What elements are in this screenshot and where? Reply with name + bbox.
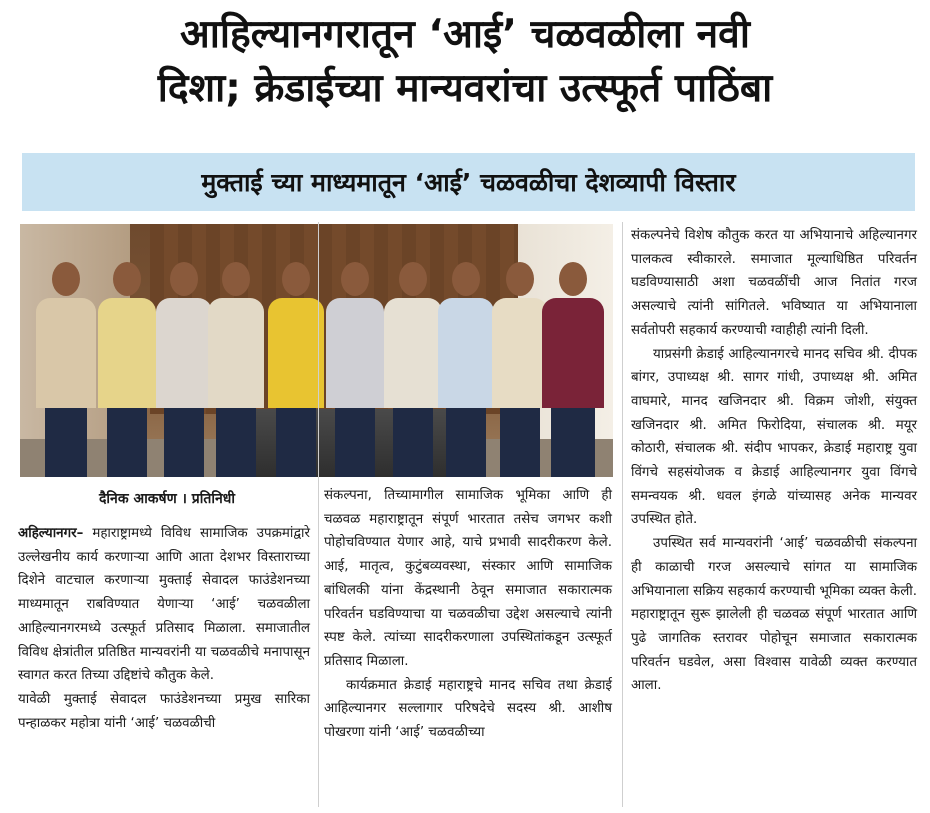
photo-person bbox=[208, 262, 264, 477]
col1-paragraph-2: यावेळी मुक्ताई सेवादल फाउंडेशनच्या प्रमुख सारिका पन्हाळकर महोत्रा यांनी ‘आई’ चळवळीची bbox=[18, 691, 310, 731]
headline bbox=[10, 8, 920, 116]
headline-line-1: आहिल्यानगरातून ‘आई’ चळवळीला नवी bbox=[180, 12, 750, 57]
photo-person bbox=[492, 262, 548, 477]
photo-person bbox=[326, 262, 384, 477]
col3-paragraph-1: संकल्पनेचे विशेष कौतुक करत या अभियानाचे अहिल्यानगर पालकत्व स्वीकारले. समाजात मूल्याधिष्ठित परिवर्तन घडविण्यासाठी अशा चळवळींची आज नितांत गरज असल्याचे त्यांनी सांगितले. भविष्यात या अभियानाला सर्वतोपरी सहकार्य करण्याची ग्वाहीही त्यांनी दिली. bbox=[631, 228, 917, 338]
article-column-1 bbox=[18, 522, 310, 735]
article-column-2 bbox=[324, 484, 612, 745]
headline-line-2: दिशा; क्रेडाईच्या मान्यवरांचा उत्स्फूर्त पाठिंबा bbox=[157, 66, 773, 111]
col1-paragraph-1: महाराष्ट्रामध्ये विविध सामाजिक उपक्रमांद्वारे उल्लेखनीय कार्य करणाऱ्या आणि आता देशभर विस्ताराच्या दिशेने वाटचाल करणाऱ्या मुक्ताई सेवादल फाउंडेशनच्या माध्यमातून राबविण्यात येणाऱ्या ‘आई’ चळवळीला आहिल्यानगरमध्ये उत्स्फूर्त प्रतिसाद मिळाला. समाजातील विविध क्षेत्रांतील प्रतिष्ठित मान्यवरांनी या चळवळीचे मनापासून स्वागत करत तिच्या उद्दिष्टांचे कौतुक केले. bbox=[18, 526, 310, 684]
byline: दैनिक आकर्षण । प्रतिनिधी bbox=[99, 491, 235, 507]
photo-person bbox=[98, 262, 156, 477]
col2-paragraph-1: संकल्पना, तिच्यामागील सामाजिक भूमिका आणि ही चळवळ महाराष्ट्रातून संपूर्ण भारतात तसेच जगभर कशी पोहोचविण्यात येणार आहे, याचे प्रभावी सादरीकरण केले. आई, मातृत्व, कुटुंबव्यवस्था, संस्कार आणि सामाजिक बांधिलकी यांना केंद्रस्थानी ठेवून समाजात सकारात्मक परिवर्तन घडविण्याचा या चळवळीचा उद्देश असल्याचे त्यांनी स्पष्ट केले. त्यांच्या सादरीकरणाला उपस्थितांकडून उत्स्फूर्त प्रतिसाद मिळाला. bbox=[324, 488, 612, 669]
column-divider bbox=[318, 222, 319, 807]
article-column-3 bbox=[631, 224, 917, 698]
col2-paragraph-2: कार्यक्रमात क्रेडाई महाराष्ट्रचे मानद सचिव तथा क्रेडाई आहिल्यानगर सल्लागार परिषदेचे सदस्य श्री. आशीष पोखरणा यांनी ‘आई’ चळवळीच्या bbox=[324, 677, 612, 741]
photo-person bbox=[156, 262, 212, 477]
photo-person bbox=[268, 262, 324, 477]
col3-paragraph-2: याप्रसंगी क्रेडाई आहिल्यानगरचे मानद सचिव श्री. दीपक बांगर, उपाध्यक्ष श्री. सागर गांधी, उपाध्यक्ष श्री. अमित वाघमारे, मानद खजिनदार श्री. विक्रम जोशी, संयुक्त खजिनदार श्री. अमित फिरोदिया, संचालक श्री. मयूर कोठारी, संचालक श्री. संदीप भापकर, क्रेडाई महाराष्ट्र युवा विंगचे सहसंयोजक व क्रेडाई आहिल्यानगर युवा विंगचे समन्वयक श्री. धवल इंगळे यांच्यासह अनेक मान्यवर उपस्थित होते. bbox=[631, 346, 917, 528]
photo-person bbox=[384, 262, 442, 477]
photo-person bbox=[438, 262, 494, 477]
column-divider bbox=[622, 222, 623, 807]
col3-paragraph-3: उपस्थित सर्व मान्यवरांनी ‘आई’ चळवळीची संकल्पना ही काळाची गरज असल्याचे सांगत या सामाजिक अभियानाला सक्रिय सहकार्य करण्याची भूमिका व्यक्त केली. महाराष्ट्रातून सुरू झालेली ही चळवळ संपूर्ण भारतात आणि पुढे जागतिक स्तरावर पोहोचून समाजात सकारात्मक परिवर्तन घडवेल, असा विश्वास यावेळी व्यक्त करण्यात आला. bbox=[631, 536, 917, 694]
subheadline-bar bbox=[22, 153, 915, 211]
photo-person bbox=[542, 262, 604, 477]
group-photo bbox=[20, 224, 613, 477]
dateline-place: अहिल्यानगर– bbox=[18, 526, 84, 541]
photo-person bbox=[36, 262, 96, 477]
subheadline: मुक्ताई च्या माध्यमातून ‘आई’ चळवळीचा देशव्यापी विस्तार bbox=[201, 168, 736, 197]
